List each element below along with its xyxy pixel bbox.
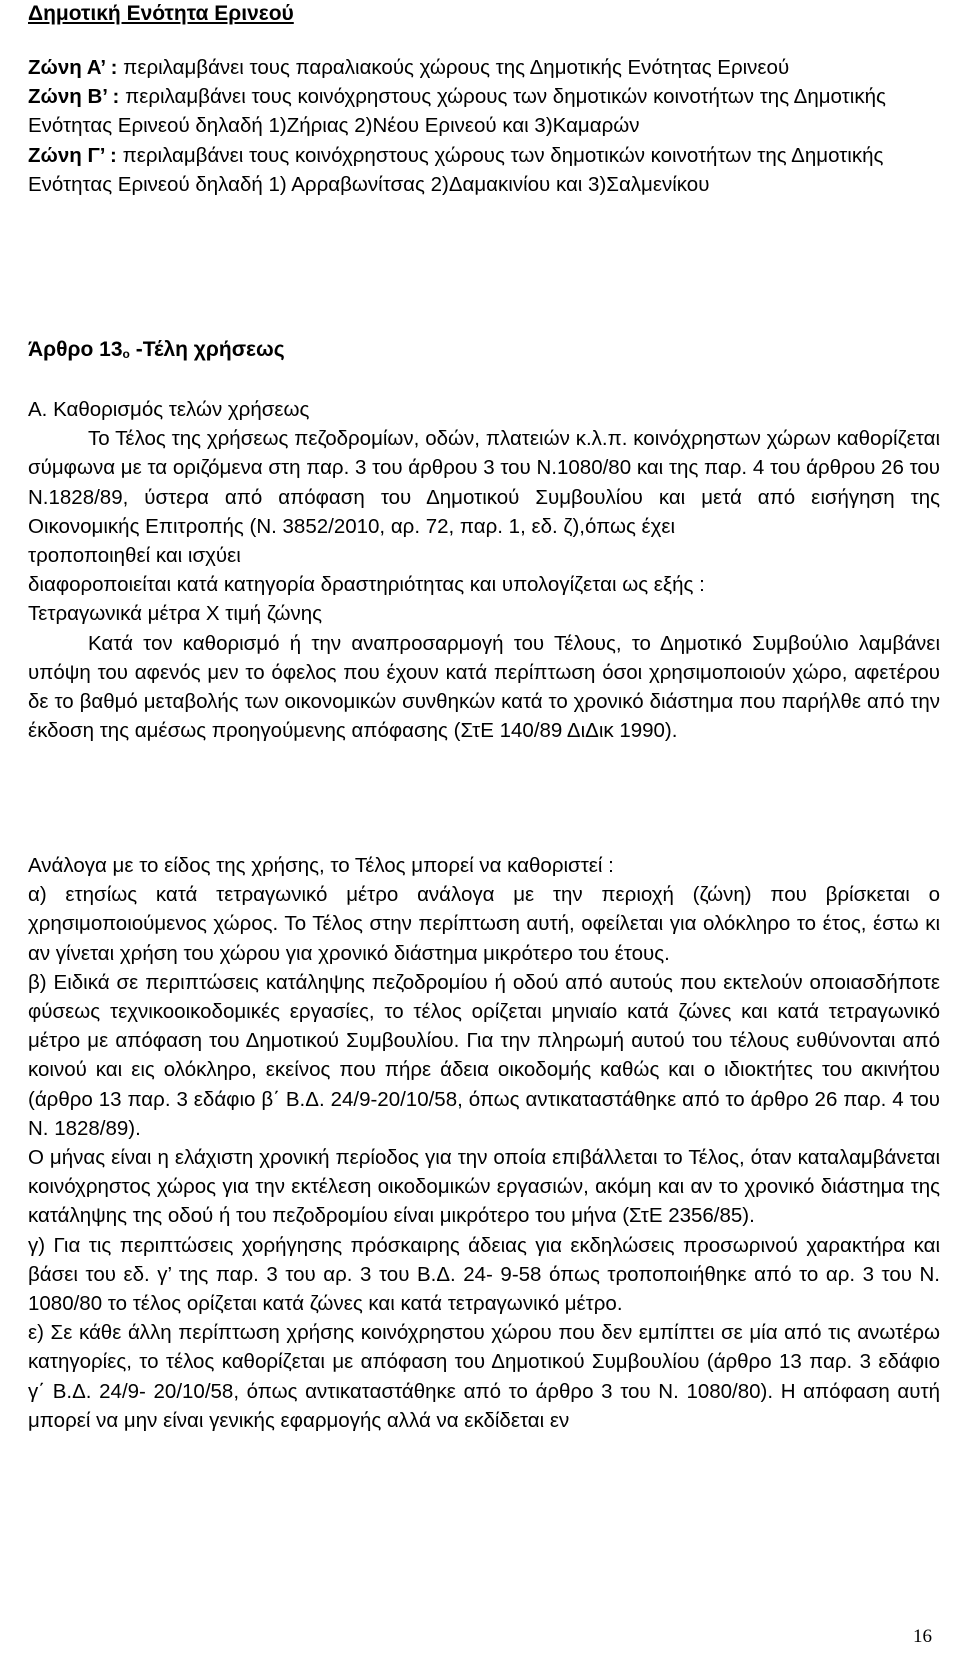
section-a-paragraph-3: Τετραγωνικά μέτρα Χ τιμή ζώνης [28, 602, 323, 626]
section-b-intro: Ανάλογα με το είδος της χρήσης, το Τέλος μπορεί να καθοριστεί : [28, 854, 614, 877]
section-a-paragraph-4: Κατά τον καθορισμό ή την αναπροσαρμογή του Τέλους, το Δημοτικό Συμβούλιο λαμβάνει υπόψη του αφενός μεν το όφελος που έχουν κατά περίπτωση όσοι χρησιμοποιούν χώρο, αφετέρου δε το βαθμό μεταβολής των οικονομικών συνθηκών κατά το χρονικό διάστημα που παρήλθε από την έκδοση της αμέσως προηγούμενης απόφασης (ΣτΕ 140/89 ΔιΔικ 1990). [28, 631, 940, 743]
item-e: ε) Σε κάθε άλλη περίπτωση χρήσης κοινόχρηστου χώρου που δεν εμπίπτει σε μία από τις ανωτέρω κατηγορίες, το τέλος καθορίζεται με απόφαση του Δημοτικού Συμβουλίου (άρθρο 13 παρ. 3 εδάφιο γ΄ Β.Δ. 24/9- 20/10/58, όπως αντικαταστάθηκε από το άρθρο 3 του Ν. 1080/80). Η απόφαση αυτή μπορεί να μην είναι γενικής εφαρμογής αλλά να εκδίδεται εν [28, 1321, 940, 1432]
section-a-paragraph-1: Το Τέλος της χρήσεως πεζοδρομίων, οδών, πλατειών κ.λ.π. κοινόχρηστων χώρων καθορίζεται σύμφωνα με τα οριζόμενα στη παρ. 3 του άρθρου 3 του Ν.1080/80 και της παρ. 4 του άρθρου 26 του Ν.1828/89, ύστερα από απόφαση του Δημοτικού Συμβουλίου και μετά από εισήγηση της Οικονομικής Επιτροπής (Ν. 3852/2010, αρ. 72, παρ. 1, εδ. ζ),όπως έχει [28, 427, 940, 538]
zone-c-text: περιλαμβάνει τους κοινόχρηστους χώρους των δημοτικών κοινοτήτων της Δημοτικής Ενότητας Ερινεού δηλαδή 1) Αρραβωνίτσας 2)Δαμακινίου και 3)Σαλμενίκου [28, 143, 884, 196]
section-a [28, 395, 940, 745]
page-number: 16 [913, 1626, 932, 1647]
item-c: γ) Για τις περιπτώσεις χορήγησης πρόσκαιρης άδειας για εκδηλώσεις προσωρινού χαρακτήρα και βάσει του εδ. γ’ της παρ. 3 του αρ. 3 του Β.Δ. 24- 9-58 όπως τροποποιήθηκε από το αρ. 3 του Ν. 1080/80 το τέλος ορίζεται κατά ζώνες και κατά τετραγωνικό μέτρο. [28, 1233, 940, 1316]
zone-c [28, 141, 940, 199]
zone-b-label: Ζώνη Β’ : [28, 85, 120, 109]
section-a-paragraph-2: διαφοροποιείται κατά κατηγορία δραστηριότητας και υπολογίζεται ως εξής : [28, 573, 705, 597]
section-title: Δημοτική Ενότητα Ερινεού [28, 2, 294, 25]
zone-c-label: Ζώνη Γ’ : [28, 143, 117, 167]
zone-b [28, 82, 940, 140]
article-prefix: Άρθρο 13 [28, 338, 123, 361]
zone-a [28, 53, 940, 82]
zone-a-label: Ζώνη Α’ : [28, 56, 118, 79]
section-b [28, 851, 940, 1435]
month-paragraph: Ο μήνας είναι η ελάχιστη χρονική περίοδος για την οποία επιβάλλεται το Τέλος, όταν καταλαμβάνεται κοινόχρηστος χώρος για την εκτέλεση οικοδομικών εργασιών, ακόμη και αν το χρονικό διάστημα της κατάληψης της οδού ή του πεζοδρομίου είναι μικρότερο του μήνα (ΣτΕ 2356/85). [28, 1146, 940, 1228]
section-a-paragraph-1-tail: τροποποιηθεί και ισχύει [28, 544, 241, 568]
zones-block [28, 53, 940, 199]
zone-a-text: περιλαμβάνει τους παραλιακούς χώρους της Δημοτικής Ενότητας Ερινεού [123, 56, 790, 79]
zone-b-text: περιλαμβάνει τους κοινόχρηστους χώρους των δημοτικών κοινοτήτων της Δημοτικής Ενότητας Ερινεού δηλαδή 1)Ζήριας 2)Νέου Ερινεού και 3)Καμαρών [28, 85, 886, 138]
article-suffix: -Τέλη χρήσεως [129, 338, 285, 361]
section-a-heading: Α. Καθορισμός τελών χρήσεως [28, 398, 310, 421]
article-heading [28, 336, 285, 368]
article-ordinal: ο [122, 347, 130, 361]
item-a: α) ετησίως κατά τετραγωνικό μέτρο ανάλογα με την περιοχή (ζώνη) που βρίσκεται ο χρησιμοποιούμενος χώρος. Το Τέλος στην περίπτωση αυτή, οφείλεται για ολόκληρο το έτος, έστω κι αν γίνεται χρήση του χώρου για χρονικό διάστημα μικρότερο του έτους. [28, 883, 940, 965]
item-b: β) Ειδικά σε περιπτώσεις κατάληψης πεζοδρομίου ή οδού από αυτούς που εκτελούν οποιασδήποτε φύσεως τεχνικοοικοδομικές εργασίες, το τέλος ορίζεται μηνιαίο κατά ζώνες και κατά τετραγωνικό μέτρο με απόφαση του Δημοτικού Συμβουλίου. Για την πληρωμή αυτού του τέλους ευθύνονται από κοινού και εις ολόκληρο, εκείνος που πήρε άδεια οικοδομής καθώς και ο ιδιοκτήτες του ακινήτου (άρθρο 13 παρ. 3 εδάφιο β΄ Β.Δ. 24/9-20/10/58, όπως αντικαταστάθηκε από το άρθρο 26 παρ. 4 του Ν. 1828/89). [28, 970, 940, 1140]
